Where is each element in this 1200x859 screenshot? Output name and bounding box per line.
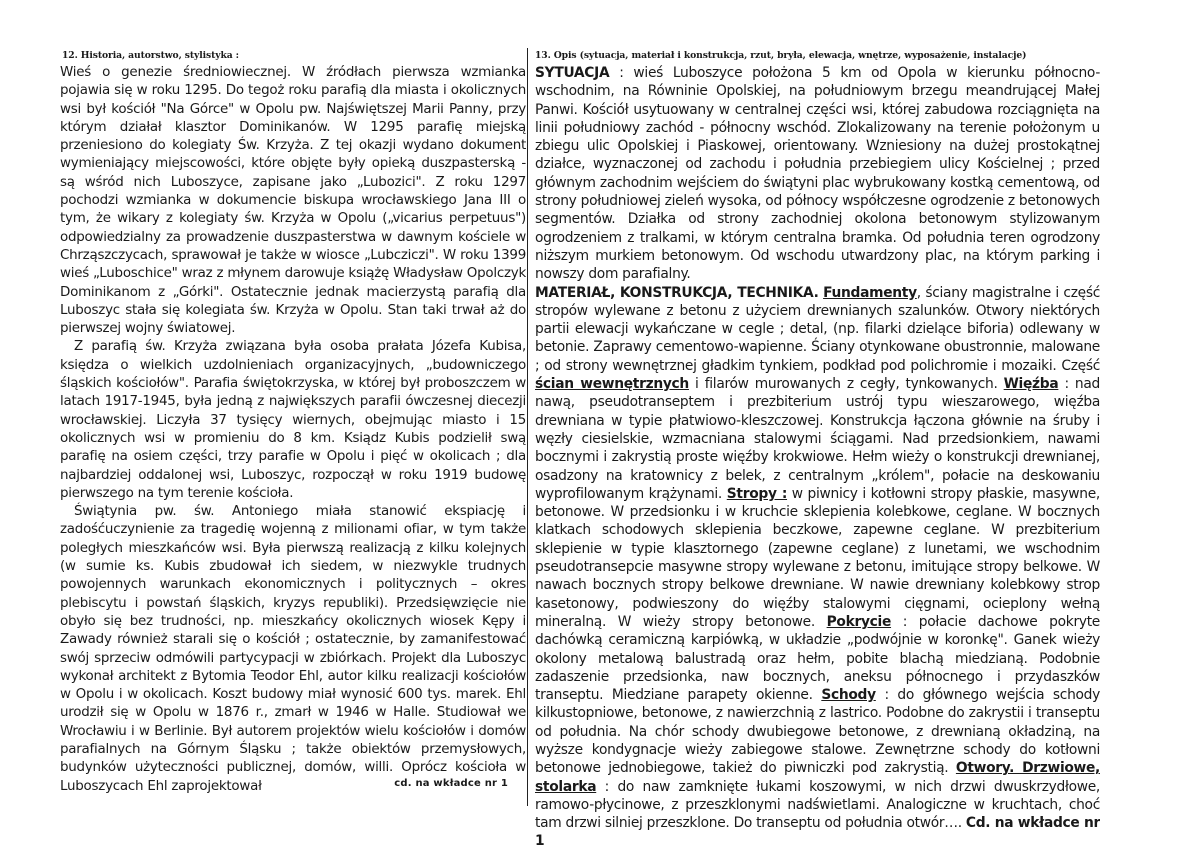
fundamenty-label: Fundamenty bbox=[823, 284, 917, 301]
section-13-body bbox=[535, 64, 1100, 851]
material-text-5: : połacie dachowe pokryte dachówką ceramiczną karpiówką, w układzie „podwójnie w koronkę". Ganek wieży okolony metalową balustradą oraz hełm, pobite blachą miedzianą. Podobnie zadaszenie przedsionka, naw bocznych, aneksu północnego i przydaszków transeptu. Miedziane parapety okienne. bbox=[535, 613, 1100, 704]
sytuacja-label: SYTUACJA bbox=[535, 65, 610, 81]
sciany-label: ścian wewnętrznych bbox=[535, 376, 689, 393]
stropy-label: Stropy : bbox=[726, 485, 788, 502]
sytuacja-paragraph bbox=[535, 64, 1100, 284]
material-text-6: : do głównego wejścia schody kilkustopniowe, betonowe, z nawierzchnią z lastrico. Podobne do zakrystii i transeptu od południa. Na chór schody dwubiegowe betonowe, z drewnianą okładziną, na wyższe kondygnacje wieży zabiegowe stalowe. Zewnętrzne schody do kotłowni betonowe jednobiegowe, takież do piwniczki pod zakrystią. bbox=[535, 687, 1100, 777]
history-paragraph-3: Świątynia pw. św. Antoniego miała stanowić ekspiację i zadośćuczynienie za tragedię wojenną z milionami ofiar, w tym także poległych mieszkańców wsi. Była pierwszą realizacją z kilku kolejnych (w sumie ks. Kubis zbudował ich siedem, w niezwykle trudnych powojennych warunkach ekonomicznych i politycznych – okres plebiscytu i powstań śląskich, kryzys republiki). Przedsięwzięcie nie obyło się bez trudności, np. mieszkańcy okolicznych wiosek Kępy i Zawady również starali się o kościół ; ostatecznie, by zamanifestować swój sprzeciw odmówili partycypacji w zbiórkach. Projekt dla Luboszyc wykonał architekt z Bytomia Teodor Ehl, autor kilku realizacji kościołów w Opolu i w okolicach. Koszt budowy miał wynosić 600 tys. marek. Ehl urodził się w Opolu w 1876 r., zmarł w 1946 w Halle. Studiował we Wrocławiu i w Berlinie. Był autorem projektów wielu kościołów i domów parafialnych na Górnym Śląsku ; także obiektów przemysłowych, budynków użyteczności publicznej, domów, willi. Oprócz kościoła w Luboszycach Ehl zaprojektował bbox=[60, 504, 526, 794]
section-12-heading: 12. Historia, autorstwo, stylistyka : bbox=[62, 50, 239, 61]
continued-note-right: Cd. na wkładce nr 1 bbox=[535, 815, 1100, 850]
history-paragraph-2: Z parafią św. Krzyża związana była osoba prałata Józefa Kubisa, księdza o wielkich uzdolnieniach organizacyjnych, „budowniczego śląskich kościołów". Parafia świętokrzyska, w której był proboszczem w latach 1917-1945, była jedną z największych parafii ówczesnej diecezji wrocławskiej. Liczyła 37 tysięcy wiernych, obejmując miasto i 15 okolicznych wsi w promieniu do 8 km. Ksiądz Kubis podzielił swą parafię na osiem części, trzy parafie w Opolu i pięć w okolicach ; dla najbardziej oddalonej wsi, Luboszyc, rozpoczął w roku 1919 budowę pierwszego na tym terenie kościoła. bbox=[60, 339, 526, 501]
right-column bbox=[530, 0, 1100, 859]
material-text-2: i filarów murowanych z cegły, tynkowanych. bbox=[688, 376, 1004, 393]
material-label: MATERIAŁ, KONSTRUKCJA, TECHNIKA. bbox=[535, 284, 819, 301]
material-text-4: w piwnicy i kotłowni stropy płaskie, masywne, betonowe. W przedsionku i w kruchcie sklepienia kolebkowe, ceglane. W bocznych klatkach schodowych sklepienia beczkowe, zapewne ceglane. W prezbiterium sklepienie w typie klasztornego (zapewne ceglane) z lunetami, we wschodnim pseudotransepcie masywne stropy wylewane z betonu, imitujące stropy belkowe. W nawach bocznych stropy belkowe drewniane. W nawie drewniany kolebkowy strop kasetonowy, podwieszony do więźby stalowymi cięgnami, ocieplony wełną mineralną. W wieży stropy betonowe. bbox=[535, 485, 1100, 630]
section-13-heading: 13. Opis (sytuacja, materiał i konstrukcja, rzut, bryła, elewacja, wnętrze, wyposażenie, instalacje) bbox=[535, 50, 1027, 61]
continued-note-left: cd. na wkładce nr 1 bbox=[394, 778, 508, 789]
material-paragraph bbox=[535, 284, 1100, 851]
schody-label: Schody bbox=[821, 687, 876, 704]
material-text-3: : nad nawą, pseudotranseptem i prezbiterium ustrój typu wieszarowego, więźba drewniana w typie płatwiowo-kleszczowej. Konstrukcja łączona głównie na śruby i węzły ciesielskie, wzmacniana stalowymi ściągami. Nad przedsionkiem, nawami bocznymi i zakrystią proste więźby krokwiowe. Hełm wieży o konstrukcji drewnianej, osadzony na kratownicy z belek, z centralnym „królem", połacie na deskowaniu wyprofilowanym krążynami. bbox=[535, 376, 1100, 502]
column-divider bbox=[527, 48, 528, 806]
material-text-1: , ściany magistralne i część stropów wylewane z betonu z użyciem drewnianych szalunków. Otwory niektórych partii elewacji wykańczane w cegle ; detal, (np. filarki dzielące biforia) odlewany w betonie. Zaprawy cementowo-wapienne. Ściany otynkowane obustronnie, malowane ; od strony wewnętrznej gładkim tynkiem, podkład pod polichromie i mozaiki. Część bbox=[535, 284, 1100, 374]
history-paragraph-1: Wieś o genezie średniowiecznej. W źródłach pierwsza wzmianka pojawia się w roku 1295. Do tegoż roku parafią dla miasta i okolicznych wsi był kościół "Na Górce" w Opolu pw. Najświętszej Marii Panny, przy którym działał klasztor Dominikanów. W 1295 parafię miejską przeniesiono do kolegiaty Św. Krzyża. Z tej okazji wydano dokument wymieniający miejscowości, które objęte były opieką duszpasterską - są wśród nich Luboszyce, zapisane jako „Lubozici". Z roku 1297 pochodzi wzmianka w dokumencie biskupa wrocławskiego Jana III o tym, że wikary z kolegiaty św. Krzyża w Opolu („vicarius perpetuus") odpowiedzialny za prowadzenie duszpasterstwa w dawnym kościele w Chrząszczycach, sprawował je także w wiosce „Lubcziczi". W roku 1399 wieś „Luboschice" wraz z młynem darowuje książę Władysław Opolczyk Dominikanom z „Górki". Ostatecznie jednak macierzystą parafią dla Luboszyc stała się kolegiata św. Krzyża w Opolu. Stan taki trwał aż do pierwszej wojny światowej. bbox=[60, 65, 526, 337]
otwory-label: Otwory. Drzwiowe, stolarka bbox=[535, 760, 1100, 795]
wiezba-label: Więźba bbox=[1003, 376, 1059, 393]
section-12-body bbox=[60, 64, 526, 796]
material-text-7: : do naw zamknięte łukami koszowymi, w nich drzwi dwuskrzydłowe, ramowo-płycinowe, z przeszklonymi nadświetlami. Analogiczne w kruchtach, choć tam drzwi silniej przeszklone. Do transeptu od południa otwór…. bbox=[535, 778, 1100, 832]
sytuacja-text: : wieś Luboszyce położona 5 km od Opola w kierunku północno-wschodnim, na Równinie Opolskiej, na południowym brzegu meandrującej Małej Panwi. Kościół usytuowany w centralnej części wsi, której zabudowa rozciągnięta na linii południowy zachód - północny wschód. Zlokalizowany na terenie położonym u zbiegu ulic Opolskiej i Piaskowej, orientowany. Wzniesiony na dużej prostokątnej działce, wyznaczonej od zachodu i południa przebiegiem ulicy Kościelnej ; przed głównym zachodnim wejściem do świątyni plac wybrukowany kostką cementową, od strony południowej zieleń wysoka, od północy współczesne ogrodzenie z betonowych segmentów. Działka od strony zachodniej okolona betonowym stylizowanym ogrodzeniem z tralkami, w którym centralna bramka. Od południa teren ogrodzony niższym murkiem betonowym. Od wschodu utwardzony plac, na którym parking i nowszy dom parafialny. bbox=[535, 65, 1100, 283]
pokrycie-label: Pokrycie bbox=[826, 613, 892, 630]
left-column bbox=[48, 0, 526, 859]
